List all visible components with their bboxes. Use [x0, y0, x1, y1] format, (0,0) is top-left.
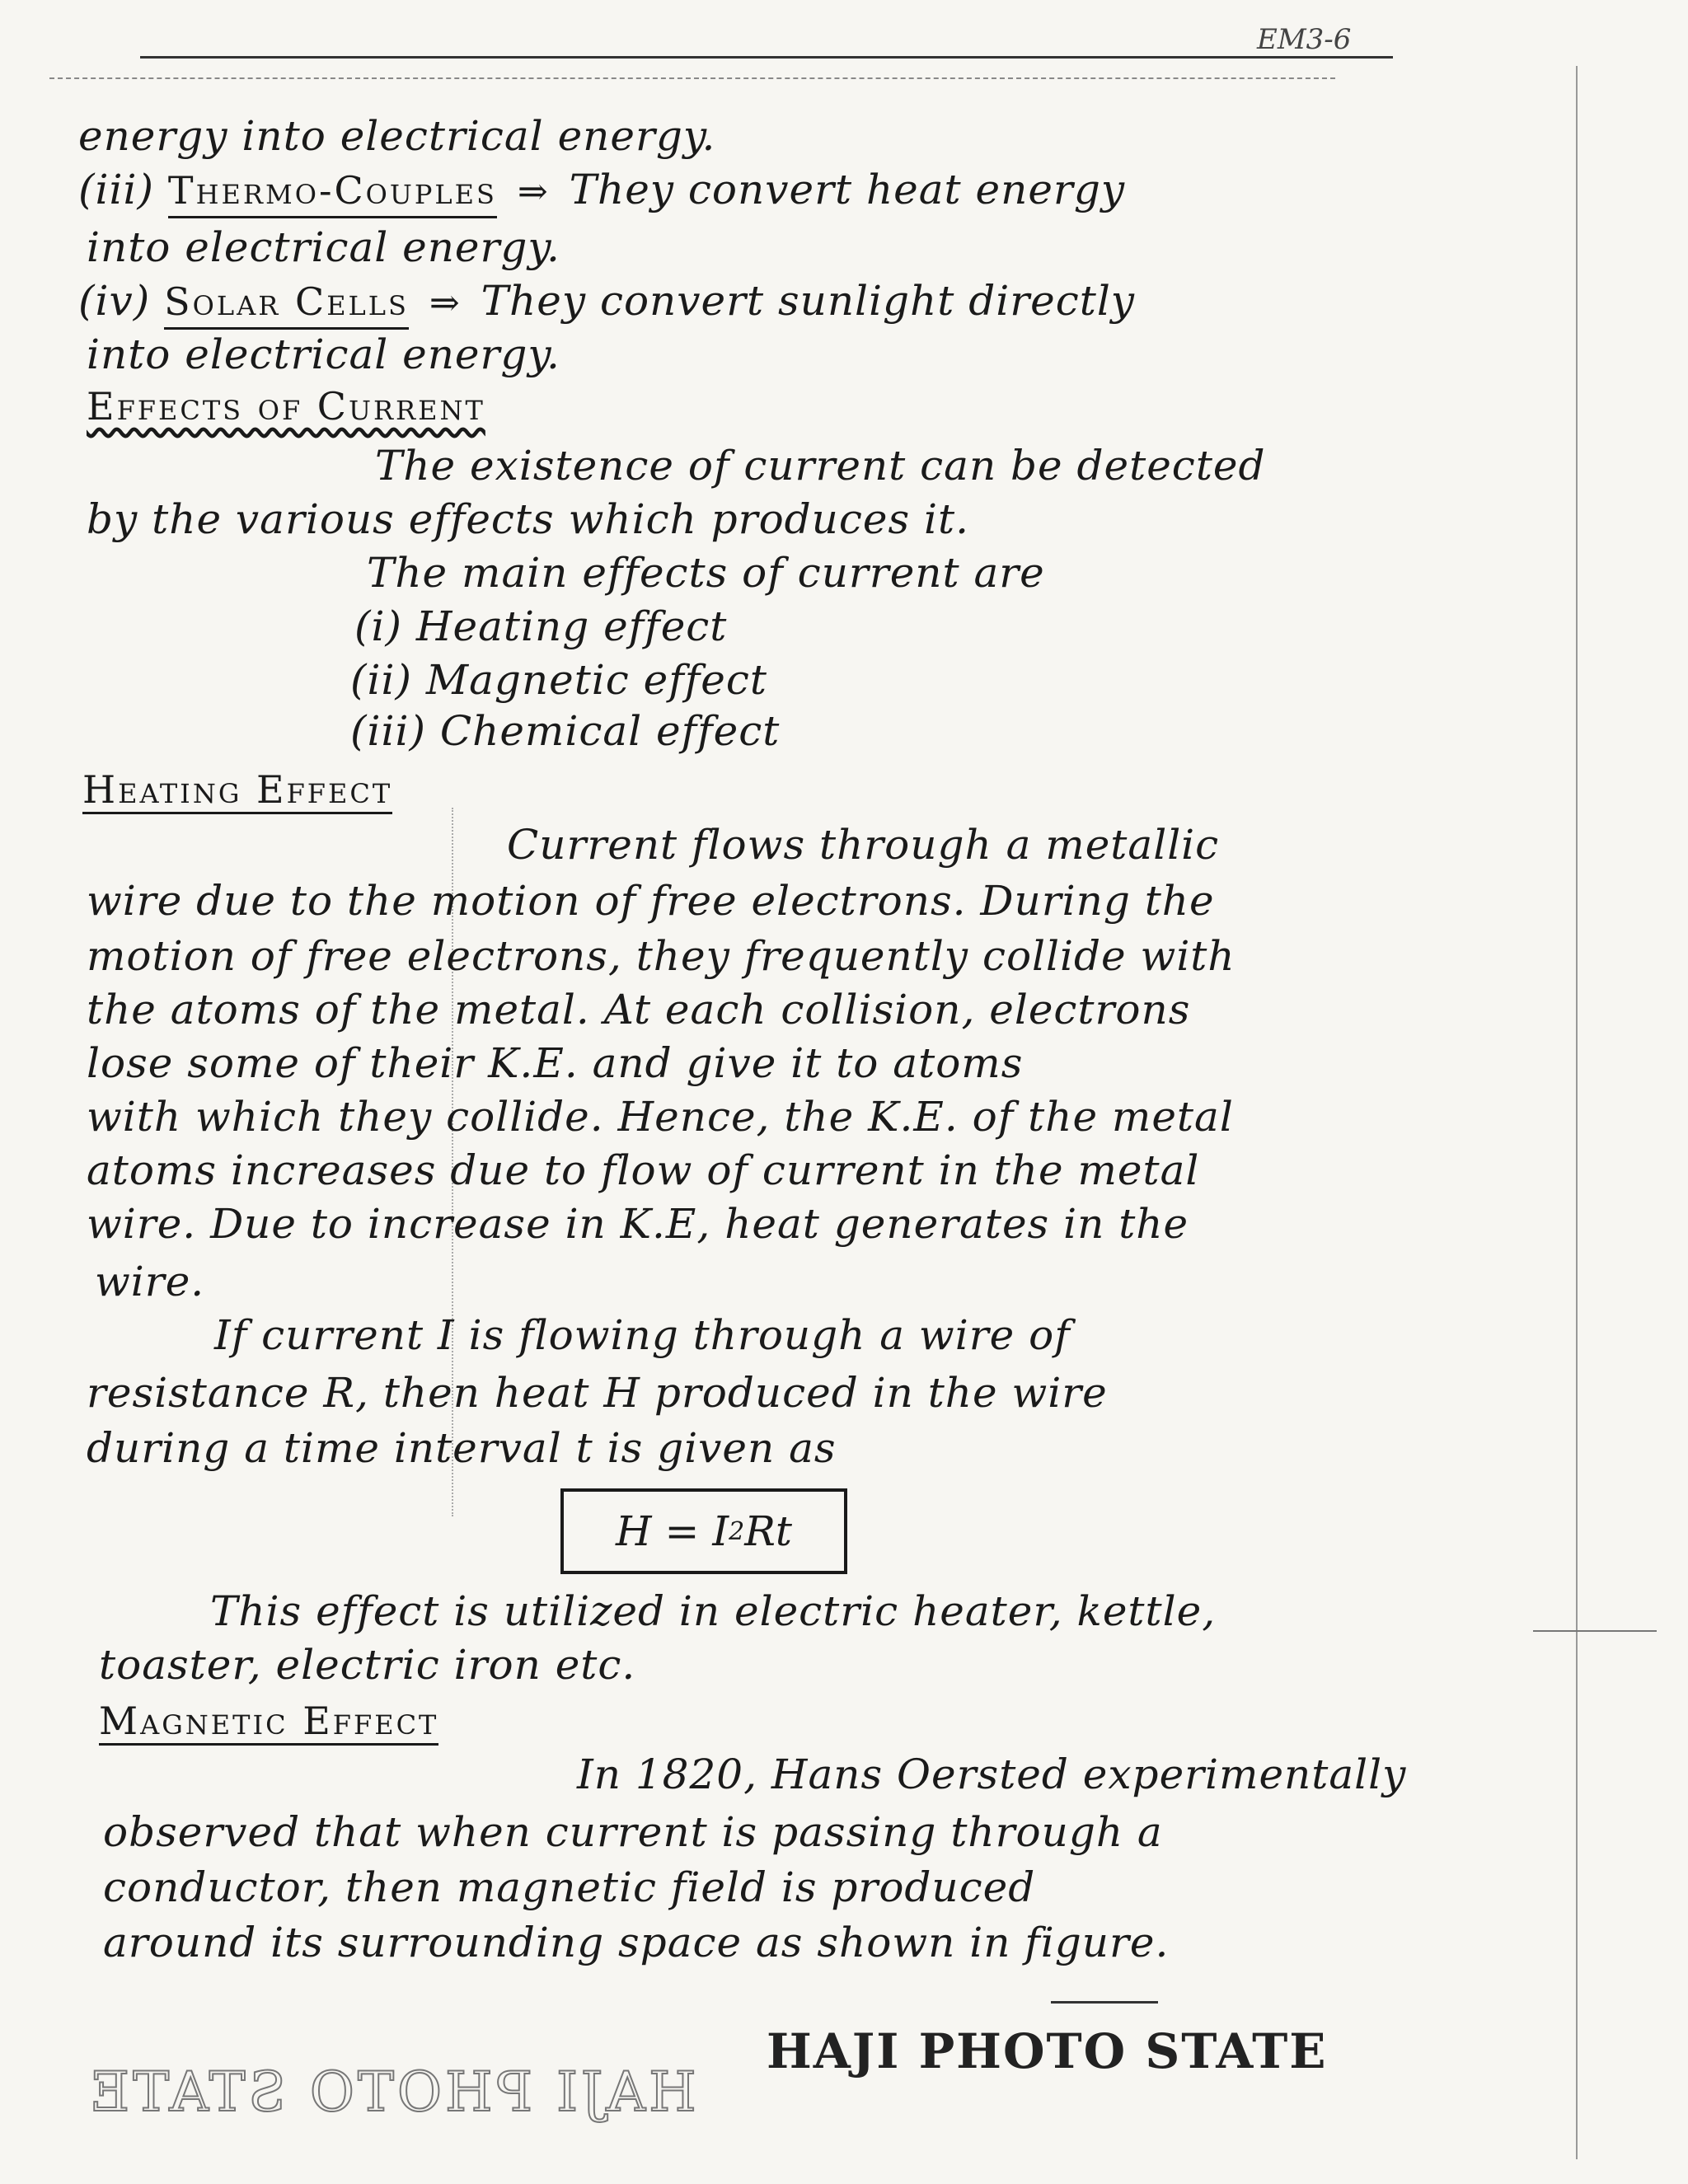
top-rule	[140, 56, 1393, 59]
arrow-icon: ⇒	[517, 171, 549, 213]
line-3: into electrical energy.	[87, 223, 560, 271]
line-27: observed that when current is passing through a	[103, 1808, 1163, 1856]
photo-state-stamp-mirror: HAJI PHOTO STATE	[87, 2060, 696, 2124]
line-20: wire.	[95, 1258, 205, 1305]
line-22: resistance R, then heat H produced in the wire	[87, 1369, 1108, 1417]
line-23: during a time interval t is given as	[87, 1424, 837, 1472]
line-6: The existence of current can be detected	[375, 442, 1266, 490]
formula-rhs: Rt	[744, 1507, 792, 1555]
formula-lhs: H = I	[616, 1507, 729, 1555]
formula-heat-equation	[560, 1488, 847, 1574]
line-1: energy into electrical energy.	[78, 112, 716, 160]
line-25: toaster, electric iron etc.	[99, 1641, 636, 1689]
solar-cells-text: They convert sunlight directly	[481, 277, 1136, 325]
line-18: atoms increases due to flow of current in the metal	[87, 1146, 1200, 1194]
line-26: In 1820, Hans Oersted experimentally	[577, 1750, 1407, 1798]
line-16: lose some of their K.E. and give it to atoms	[87, 1039, 1024, 1087]
page-number: EM3-6	[1257, 23, 1352, 56]
list-number: (iii)	[78, 166, 154, 213]
heading-effects-of-current: Effects of Current	[87, 384, 485, 429]
term-solar-cells: Solar Cells	[164, 279, 409, 330]
thermocouples-text: They convert heat energy	[569, 166, 1126, 213]
term-thermocouples: Thermo-Couples	[168, 168, 497, 218]
arrow-icon: ⇒	[429, 282, 461, 324]
edge-tick-mark	[1533, 1630, 1657, 1632]
line-28: conductor, then magnetic field is produced	[103, 1863, 1036, 1911]
list-heating-effect: (i) Heating effect	[354, 602, 728, 650]
photo-state-stamp: HAJI PHOTO STATE	[767, 2023, 1328, 2079]
line-12: Current flows through a metallic	[507, 821, 1220, 869]
line-29: around its surrounding space as shown in figure.	[103, 1919, 1170, 1966]
line-7: by the various effects which produces it.	[87, 495, 970, 543]
page-edge-line	[1576, 66, 1578, 2159]
heading-heating-effect: Heating Effect	[82, 771, 392, 814]
line-solar-cells	[78, 277, 1136, 325]
line-17: with which they collide. Hence, the K.E. of the metal	[87, 1093, 1234, 1141]
line-8: The main effects of current are	[367, 549, 1045, 597]
list-number: (iv)	[78, 277, 151, 325]
line-14: motion of free electrons, they frequently collide with	[87, 932, 1236, 980]
line-19: wire. Due to increase in K.E, heat generates in the	[87, 1200, 1189, 1248]
line-24: This effect is utilized in electric heater, kettle,	[210, 1587, 1217, 1635]
top-dashed-rule	[49, 77, 1335, 79]
stamp-rule	[1051, 2001, 1158, 2004]
line-21: If current I is flowing through a wire of	[214, 1311, 1071, 1359]
line-13: wire due to the motion of free electrons. During the	[87, 877, 1215, 925]
line-thermocouples	[78, 166, 1126, 213]
list-magnetic-effect: (ii) Magnetic effect	[350, 656, 767, 704]
line-15: the atoms of the metal. At each collision, electrons	[87, 986, 1191, 1033]
line-5: into electrical energy.	[87, 330, 560, 378]
list-chemical-effect: (iii) Chemical effect	[350, 707, 781, 755]
formula-exponent: 2	[729, 1516, 745, 1546]
heading-magnetic-effect: Magnetic Effect	[99, 1702, 438, 1746]
